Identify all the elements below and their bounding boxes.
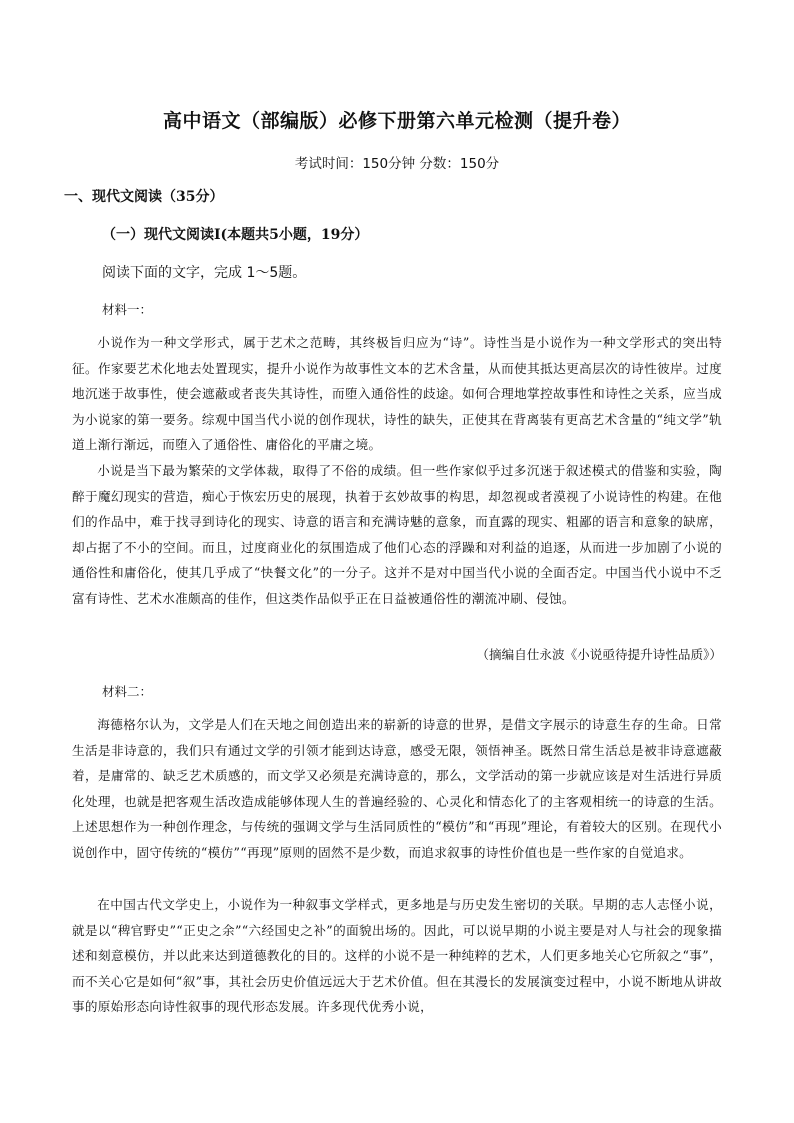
material-one-paragraph-1: 小说作为一种文学形式，属于艺术之范畴，其终极旨归应为“诗”。诗性当是小说作为一种文学形式的突出特征。作家要艺术化地去处置现实，提升小说作为故事性文本的艺术含量，从而使其抵达更高层次的诗性彼岸。过度地沉迷于故事性，使会遮蔽或者丧失其诗性，而堕入通俗性的歧途。如何合理地掌控故事性和诗性之关系，应当成为小说家的第一要务。综观中国当代小说的创作现状，诗性的缺失，正使其在背离装有更高艺术含量的“纯文学”轨道上渐行渐远，而堕入了通俗性、庸俗化的平庸之境。 <box>72 335 722 453</box>
material-one-source: （摘编自仕永波《小说亟待提升诗性品质》） <box>476 647 722 662</box>
exam-info: 考试时间：150分钟 分数：150分 <box>294 156 500 172</box>
material-two-paragraph-1: 海德格尔认为，文学是人们在天地之间创造出来的崭新的诗意的世界，是借文字展示的诗意生存的生命。日常生活是非诗意的，我们只有通过文学的引领才能到达诗意，感受无限，领悟神圣。既然日常生活总是被非诗意遮蔽着，是庸常的、缺乏艺术质感的，而文学又必须是充满诗意的，那么，文学活动的第一步就应该是对生活进行异质化处理，也就是把客观生活改造成能够体现人生的普遍经验的、心灵化和情态化了的主客观相统一的诗意的生活。上述思想作为一种创作理念，与传统的强调文学与生活同质性的“模仿”和“再现”理论，有着较大的区别。在现代小说创作中，固守传统的“模仿”“再现”原则的固然不是少数，而追求叙事的诗性价值也是一些作家的自觉追求。 <box>72 717 722 860</box>
document-title: 高中语文（部编版）必修下册第六单元检测（提升卷） <box>162 110 631 132</box>
reading-instruction: 阅读下面的文字，完成 1～5题。 <box>102 265 307 281</box>
material-one-paragraph-2: 小说是当下最为繁荣的文学体裁，取得了不俗的成绩。但一些作家似乎过多沉迷于叙述模式的借鉴和实验，陶醉于魔幻现实的营造，痴心于恢宏历史的展现，执着于玄妙故事的构思，却忽视或者漠视了小说诗性的构建。在他们的作品中，难于找寻到诗化的现实、诗意的语言和充满诗魅的意象，而直露的现实、粗鄙的语言和意象的缺席，却占据了不小的空间。而且，过度商业化的氛围造成了他们心态的浮躁和对利益的追逐，从而进一步加剧了小说的通俗性和庸俗化，使其几乎成了“快餐文化”的一分子。这并不是对中国当代小说的全面否定。中国当代小说中不乏富有诗性、艺术水准颇高的佳作，但这类作品似乎正在日益被通俗性的潮流冲刷、侵蚀。 <box>72 463 722 606</box>
section-heading: 一、现代文阅读（35分） <box>64 189 224 205</box>
sub-heading: （一）现代文阅读Ⅰ(本题共5小题，19分） <box>102 227 369 243</box>
material-one-label: 材料一： <box>102 302 153 317</box>
material-two-paragraph-2: 在中国古代文学史上，小说作为一种叙事文学样式，更多地是与历史发生密切的关联。早期的志人志怪小说，就是以“稗官野史”“正史之余”“六经国史之补”的面貌出场的。因此，可以说早期的小说主要是对人与社会的现象描述和刻意模仿，并以此来达到道德教化的目的。这样的小说不是一种纯粹的艺术，人们更多地关心它所叙之“事”，而不关心它是如何“叙”事，其社会历史价值远远大于艺术价值。但在其漫长的发展演变过程中，小说不断地从讲故事的原始形态向诗性叙事的现代形态发展。许多现代优秀小说， <box>72 897 722 1015</box>
material-two-label: 材料二： <box>102 684 153 699</box>
